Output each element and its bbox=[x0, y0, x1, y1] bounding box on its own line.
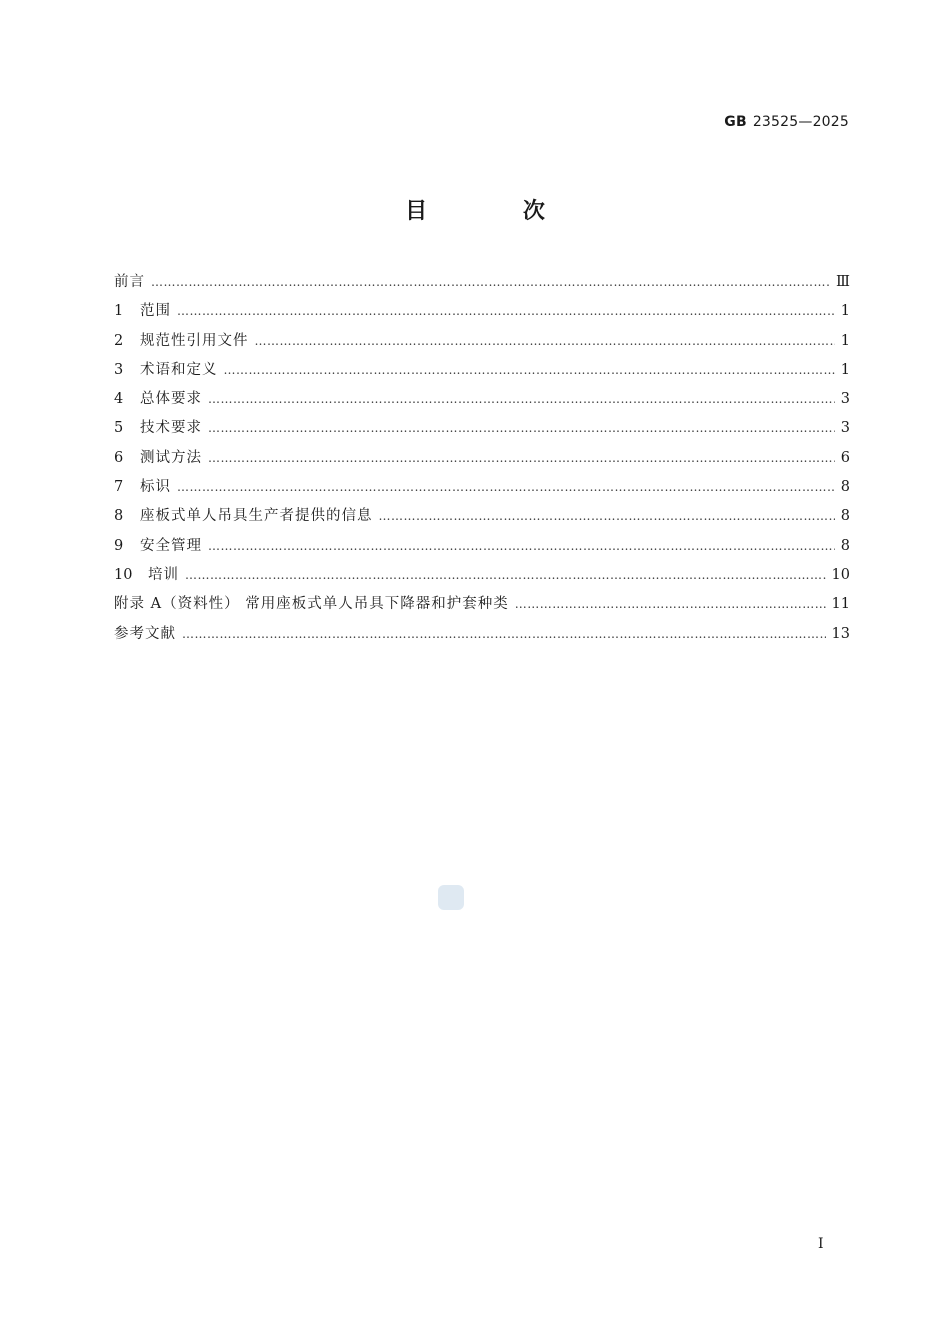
toc-entry-page: 10 bbox=[831, 566, 850, 583]
toc-leader-dots bbox=[208, 532, 835, 561]
toc-entry-page: 3 bbox=[840, 391, 850, 408]
toc-entry-label: 测试方法 bbox=[140, 449, 202, 466]
toc-entry-label: 标识 bbox=[140, 479, 171, 496]
toc-leader-dots bbox=[255, 327, 835, 356]
standard-number bbox=[724, 114, 849, 130]
page-title: 目 次 bbox=[405, 199, 589, 224]
toc-entry[interactable] bbox=[114, 356, 850, 385]
toc-entry-page: 1 bbox=[840, 332, 850, 349]
toc-leader-dots bbox=[185, 561, 826, 590]
toc-entry-number: 4 bbox=[114, 391, 124, 408]
toc-entry-page: 3 bbox=[840, 420, 850, 437]
toc-entry-page: 8 bbox=[840, 508, 850, 525]
toc-entry-label: 规范性引用文件 bbox=[140, 332, 249, 349]
toc-leader-dots bbox=[208, 414, 835, 443]
toc-leader-dots bbox=[177, 297, 835, 326]
toc-entry[interactable] bbox=[114, 385, 850, 414]
toc-entry-label: 范围 bbox=[140, 303, 171, 320]
toc-entry-page: 6 bbox=[840, 449, 850, 466]
page-number: Ⅰ bbox=[818, 1236, 824, 1252]
toc-entry-label: 技术要求 bbox=[140, 420, 202, 437]
toc-entry-number: 10 bbox=[114, 566, 133, 583]
toc-entry[interactable] bbox=[114, 414, 850, 443]
toc-entry-label: 前言 bbox=[114, 274, 145, 290]
toc-entry-label: 安全管理 bbox=[140, 537, 202, 554]
toc-entry-number: 5 bbox=[114, 420, 124, 437]
toc-entry-page: 1 bbox=[840, 361, 850, 378]
toc-entry-label: 座板式单人吊具生产者提供的信息 bbox=[140, 508, 373, 525]
toc-leader-dots bbox=[515, 590, 826, 619]
toc-entry[interactable] bbox=[114, 473, 850, 502]
toc-entry-number: 2 bbox=[114, 332, 124, 349]
standard-code: 23525—2025 bbox=[752, 114, 849, 130]
toc-leader-dots bbox=[182, 620, 826, 649]
toc-entry-number: 1 bbox=[114, 303, 124, 320]
toc-entry-label: 附录 A（资料性） 常用座板式单人吊具下降器和护套种类 bbox=[114, 596, 509, 613]
toc-entry[interactable] bbox=[114, 268, 850, 297]
sac-watermark-logo bbox=[438, 885, 464, 910]
toc-entry[interactable] bbox=[114, 297, 850, 326]
toc-entry-page: 1 bbox=[840, 303, 850, 320]
toc-entry-label: 总体要求 bbox=[140, 391, 202, 408]
toc-entry-page: 11 bbox=[831, 596, 850, 613]
toc-entry-number: 9 bbox=[114, 537, 124, 554]
toc-entry-page: 8 bbox=[840, 479, 850, 496]
toc-entry[interactable] bbox=[114, 502, 850, 531]
toc-entry-number: 7 bbox=[114, 479, 124, 496]
toc-entry[interactable] bbox=[114, 327, 850, 356]
table-of-contents bbox=[114, 268, 850, 649]
toc-leader-dots bbox=[177, 473, 835, 502]
toc-entry-page: Ⅲ bbox=[836, 274, 850, 290]
toc-entry[interactable] bbox=[114, 561, 850, 590]
toc-entry[interactable] bbox=[114, 532, 850, 561]
toc-leader-dots bbox=[208, 385, 835, 414]
toc-entry-page: 8 bbox=[840, 537, 850, 554]
toc-entry-page: 13 bbox=[831, 625, 850, 642]
toc-entry[interactable] bbox=[114, 444, 850, 473]
toc-entry-number: 6 bbox=[114, 449, 124, 466]
toc-entry-number: 8 bbox=[114, 508, 124, 525]
toc-entry[interactable] bbox=[114, 620, 850, 649]
toc-entry-label: 培训 bbox=[148, 566, 179, 583]
toc-entry-label: 术语和定义 bbox=[140, 361, 218, 378]
toc-leader-dots bbox=[224, 356, 835, 385]
toc-entry-number: 3 bbox=[114, 361, 124, 378]
toc-leader-dots bbox=[379, 502, 835, 531]
toc-leader-dots bbox=[208, 444, 835, 473]
standard-prefix: GB bbox=[724, 114, 747, 130]
toc-entry-label: 参考文献 bbox=[114, 625, 176, 642]
toc-leader-dots bbox=[151, 268, 830, 297]
toc-entry[interactable] bbox=[114, 590, 850, 619]
